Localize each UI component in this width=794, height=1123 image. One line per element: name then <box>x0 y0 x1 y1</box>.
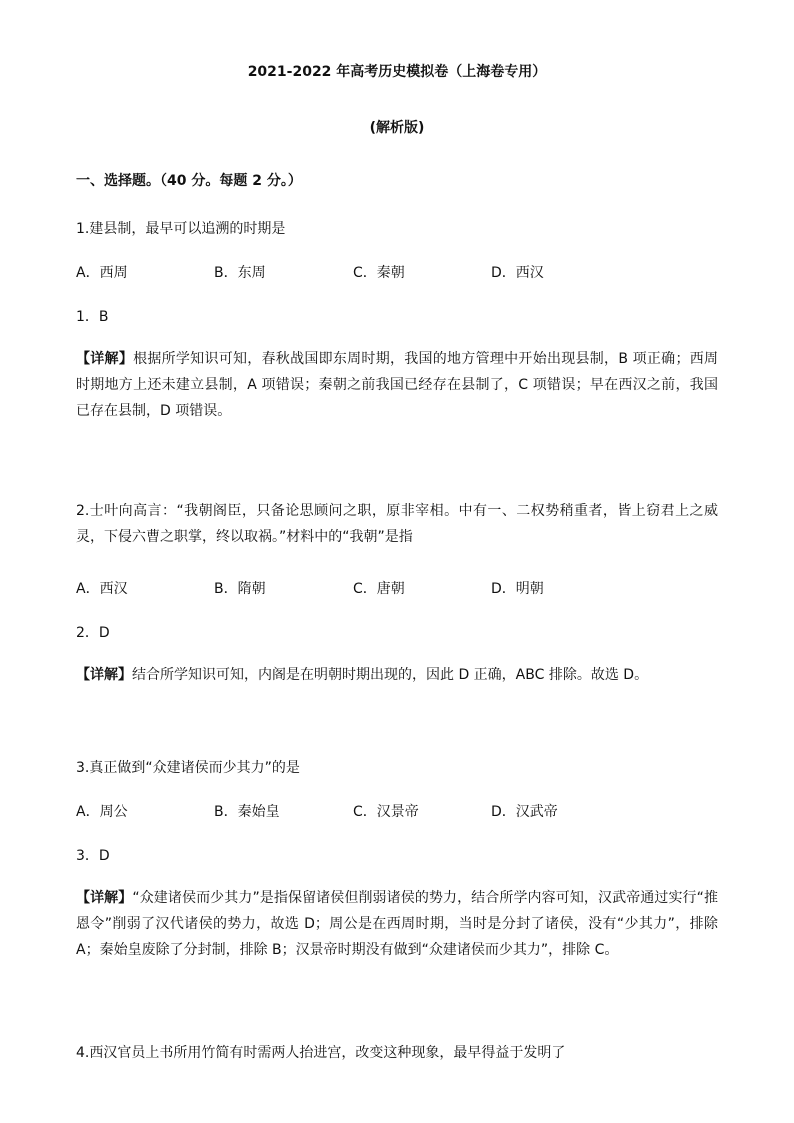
option-b: B．东周 <box>214 265 266 281</box>
detail-tag: 【详解】 <box>76 890 133 906</box>
option-b: B．秦始皇 <box>214 804 280 820</box>
question-2-explanation <box>76 662 718 688</box>
question-3-answer: 3．D <box>76 848 110 864</box>
option-d: D．汉武帝 <box>491 804 558 820</box>
page-subtitle: (解析版) <box>369 120 425 136</box>
question-2-stem: 2.士叶向高言：“我朝阁臣，只备论思顾问之职，原非宰相。中有一、二权势稍重者，皆上窃君上之威灵，下侵六曹之职掌，终以取祸。”材料中的“我朝”是指 <box>76 503 718 545</box>
detail-text: “众建诸侯而少其力”是指保留诸侯但削弱诸侯的势力，结合所学内容可知，汉武帝通过实行“推恩令”削弱了汉代诸侯的势力，故选 D；周公是在西周时期，当时是分封了诸侯，没有“少其力”，排除 A；秦始皇废除了分封制，排除 B；汉景帝时期没有做到“众建诸侯而少其力”，排除 C。 <box>76 890 718 958</box>
option-c: C．秦朝 <box>353 265 405 281</box>
page-title: 2021-2022 年高考历史模拟卷（上海卷专用） <box>247 64 547 80</box>
option-c: C．汉景帝 <box>353 804 419 820</box>
option-c: C．唐朝 <box>353 581 405 597</box>
option-a: A．西周 <box>76 265 128 281</box>
option-a: A．西汉 <box>76 581 128 597</box>
detail-tag: 【详解】 <box>76 351 134 367</box>
question-1-stem: 1.建县制，最早可以追溯的时期是 <box>76 221 286 237</box>
question-1-explanation <box>76 346 718 424</box>
option-a: A．周公 <box>76 804 128 820</box>
detail-text: 结合所学知识可知，内阁是在明朝时期出现的，因此 D 正确，ABC 排除。故选 D。 <box>132 667 649 683</box>
question-3-stem: 3.真正做到“众建诸侯而少其力”的是 <box>76 760 300 776</box>
question-3-explanation <box>76 885 718 963</box>
section-heading: 一、选择题。（40 分。每题 2 分。） <box>76 173 302 189</box>
option-d: D．西汉 <box>491 265 544 281</box>
detail-tag: 【详解】 <box>76 667 132 683</box>
question-4-stem: 4.西汉官员上书所用竹简有时需两人抬进宫，改变这种现象，最早得益于发明了 <box>76 1045 566 1061</box>
question-2-answer: 2．D <box>76 625 110 641</box>
option-b: B．隋朝 <box>214 581 266 597</box>
option-d: D．明朝 <box>491 581 544 597</box>
detail-text: 根据所学知识可知，春秋战国即东周时期，我国的地方管理中开始出现县制，B 项正确；西周时期地方上还未建立县制，A 项错误；秦朝之前我国已经存在县制了，C 项错误；早在西汉之前，我国已存在县制，D 项错误。 <box>76 351 718 419</box>
question-1-answer: 1．B <box>76 309 109 325</box>
